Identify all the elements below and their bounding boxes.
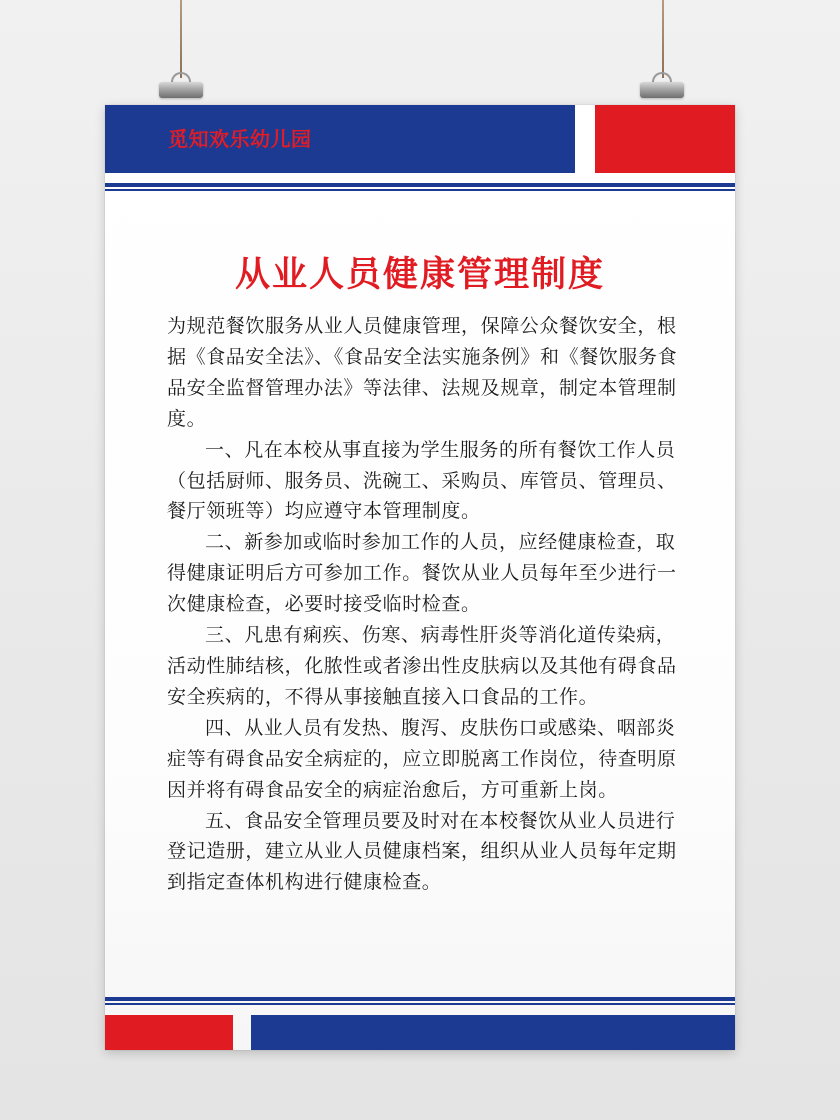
footer-blue-block <box>251 1015 735 1050</box>
footer-stripe-thick <box>105 997 735 1001</box>
footer-red-block <box>105 1015 233 1050</box>
footer-stripe-thin <box>105 1003 735 1005</box>
hanging-string-right <box>662 0 664 78</box>
rule-paragraph-1: 一、凡在本校从事直接为学生服务的所有餐饮工作人员（包括厨师、服务员、洗碗工、采购员、库管员、管理员、餐厅领班等）均应遵守本管理制度。 <box>167 438 677 523</box>
hanging-string-left <box>180 0 182 78</box>
header-red-block <box>595 105 735 173</box>
school-name: 觅知欢乐幼儿园 <box>168 127 312 151</box>
rule-paragraph-3: 三、凡患有痢疾、伤寒、病毒性肝炎等消化道传染病，活动性肺结核，化脓性或者渗出性皮肤病以及其他有碍食品安全疾病的，不得从事接触直接入口食品的工作。 <box>167 624 677 708</box>
binder-clip-right-icon <box>640 72 684 100</box>
header-blue-bar <box>105 105 575 173</box>
binder-clip-left-icon <box>159 72 203 100</box>
rule-paragraph-4: 四、从业人员有发热、腹泻、皮肤伤口或感染、咽部炎症等有碍食品安全病症的，应立即脱离工作岗位，待查明原因并将有碍食品安全的病症治愈后，方可重新上岗。 <box>167 716 677 801</box>
rule-paragraph-2: 二、新参加或临时参加工作的人员，应经健康检查，取得健康证明后方可参加工作。餐饮从业人员每年至少进行一次健康检查，必要时接受临时检查。 <box>167 531 677 616</box>
intro-paragraph: 为规范餐饮服务从业人员健康管理，保障公众餐饮安全，根据《食品安全法》、《食品安全法实施条例》和《餐饮服务食品安全监督管理办法》等法律、法规及规章，制定本管理制度。 <box>167 315 678 430</box>
poster <box>105 105 735 1050</box>
rule-paragraph-5: 五、食品安全管理员要及时对在本校餐饮从业人员进行登记造册，建立从业人员健康档案，组织从业人员每年定期到指定查体机构进行健康检查。 <box>167 809 677 894</box>
policy-text <box>167 311 682 898</box>
header-stripe-thick <box>105 183 735 187</box>
header-stripe-thin <box>105 189 735 191</box>
poster-title: 从业人员健康管理制度 <box>234 255 605 295</box>
